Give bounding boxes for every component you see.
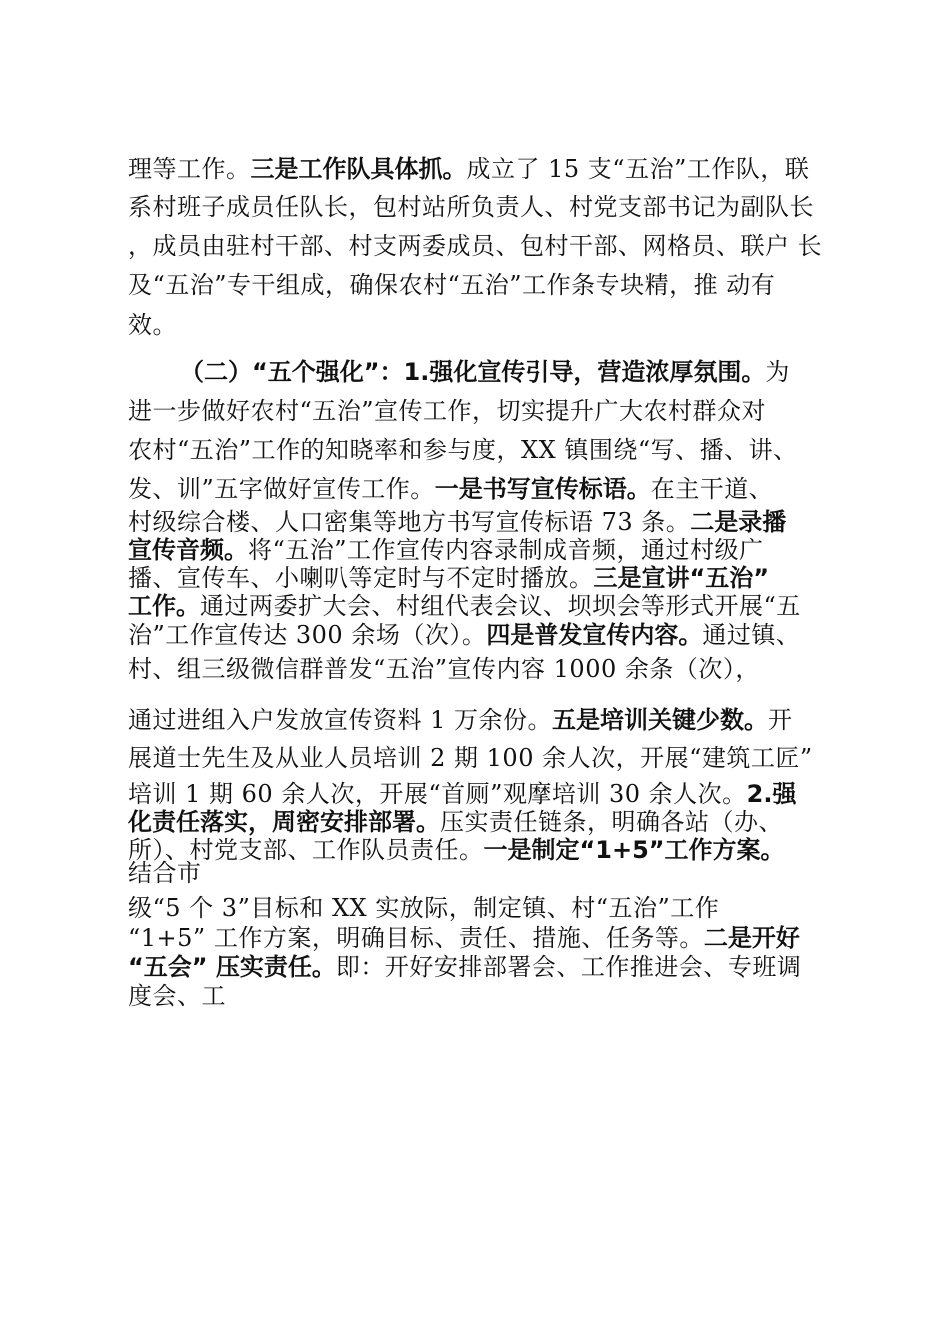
text-span: 理等工作。: [128, 155, 251, 183]
text-line: [128, 563, 850, 593]
text-span: 培训 1 期 60 余人次，开展“首厕”观摩培训 30 余人次。: [128, 780, 747, 808]
bold-span: 二是录播: [690, 508, 787, 536]
text-span: 为: [765, 358, 790, 386]
text-span: 效。: [128, 311, 177, 339]
text-span: “1+5” 工作方案，明确目标、责任、措施、任务等。: [128, 924, 704, 952]
text-span: 度会、工: [128, 982, 226, 1010]
bold-span: 三是宣讲“五治”: [593, 564, 770, 592]
bold-span: 工作。: [128, 592, 200, 620]
bold-span: “五会” 压实责任。: [128, 953, 336, 981]
text-line: [128, 507, 850, 537]
text-line: [128, 952, 850, 982]
bold-span: 2.强: [746, 780, 797, 808]
text-span: 所）、村党支部、工作队员责任。: [128, 836, 484, 864]
text-span: 农村“五治”工作的知晓率和参与度，XX 镇围绕“写、播、讲、: [128, 436, 798, 464]
text-line: [128, 620, 850, 650]
text-line: [128, 981, 850, 1011]
text-span: 级“5 个 3”目标和 XX 实放际，制定镇、村“五治”工作: [128, 894, 720, 922]
bold-span: 一是书写宣传标语。: [434, 475, 651, 503]
bold-span: 四是普发宣传内容。: [486, 621, 703, 649]
text-line: [128, 654, 850, 684]
text-line: [128, 743, 850, 773]
text-line: [128, 231, 850, 261]
text-line: [180, 357, 850, 387]
text-line: [128, 474, 850, 504]
text-span: 结合市: [128, 859, 202, 887]
text-span: 通过进组入户发放宣传资料 1 万余份。: [128, 706, 553, 734]
text-span: 在主干道、: [650, 475, 774, 503]
bold-span: 宣传音频。: [128, 536, 248, 564]
text-span: 展道士先生及从业人员培训 2 期 100 余人次，开展“建筑工匠”: [128, 744, 813, 772]
text-span: 系村班子成员任队长，包村站所负责人、村党支部书记为副队长: [128, 193, 814, 221]
bold-span: 化责任落实，周密安排部署。: [128, 808, 440, 836]
text-span: 通过两委扩大会、村组代表会议、坝坝会等形式开展“五: [200, 592, 801, 620]
text-line: [128, 435, 850, 465]
text-line: [128, 923, 850, 953]
text-line: [128, 310, 850, 340]
text-line: [128, 270, 850, 300]
bold-span: 一是制定“1+5”工作方案。: [483, 836, 785, 864]
text-span: ，成员由驻村干部、村支两委成员、包村干部、网格员、联户 长: [128, 232, 823, 260]
text-span: 及“五治”专干组成，确保农村“五治”工作条专块精，推 动有: [128, 271, 776, 299]
bold-span: 五是培训关键少数。: [552, 706, 769, 734]
text-span: 将“五治”工作宣传内容录制成音频，通过村级广: [248, 536, 764, 564]
bold-span: 三是工作队具体抓。: [250, 155, 467, 183]
text-span: 开: [768, 706, 793, 734]
text-line: [128, 154, 850, 184]
text-span: 即：开好安排部署会、工作推进会、专班调: [335, 953, 802, 981]
text-line: [128, 705, 850, 735]
text-span: 村、组三级微信群普发“五治”宣传内容 1000 余条（次），: [128, 655, 760, 683]
text-line: [128, 858, 850, 888]
text-span: 通过镇、: [702, 621, 801, 649]
text-span: 村级综合楼、人口密集等地方书写宣传标语 73 条。: [128, 508, 691, 536]
text-span: 播、宣传车、小喇叭等定时与不定时播放。: [128, 564, 594, 592]
section-heading: （二）“五个强化”：1.强化宣传引导，营造浓厚氛围。: [180, 358, 766, 386]
text-line: [128, 396, 850, 426]
text-span: 压实责任链条，明确各站（办、: [440, 808, 783, 836]
text-line: [128, 807, 850, 837]
text-span: 进一步做好农村“五治”宣传工作，切实提升广大农村群众对: [128, 397, 767, 425]
text-line: [128, 893, 850, 923]
text-line: [128, 535, 850, 565]
bold-span: 二是开好: [703, 924, 800, 952]
text-span: 发、训”五字做好宣传工作。: [128, 475, 435, 503]
text-line: [128, 591, 850, 621]
text-line: [128, 192, 850, 222]
text-span: 治”工作宣传达 300 余场（次）。: [128, 621, 487, 649]
text-line: [128, 779, 850, 809]
text-span: 成立了 15 支“五治”工作队，联: [466, 155, 810, 183]
